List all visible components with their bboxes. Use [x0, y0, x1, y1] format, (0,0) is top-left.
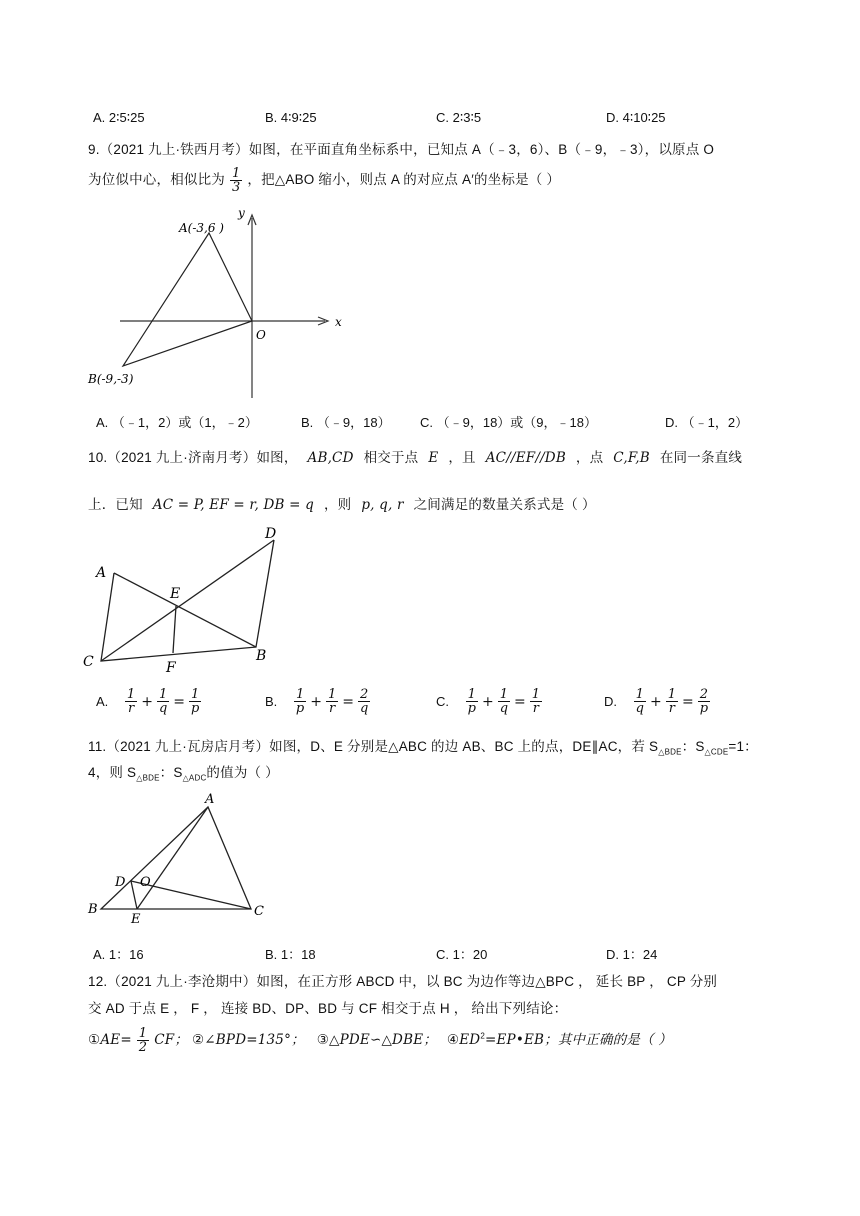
- q10-text-7: ，则: [323, 497, 352, 512]
- q11-option-c[interactable]: C. 1：20: [436, 947, 488, 962]
- q10-text-4: ，点: [575, 450, 604, 465]
- q10-math-2: E: [428, 450, 439, 466]
- q9-option-c[interactable]: C. （﹣9，18）或（9，﹣18）: [420, 415, 597, 430]
- q11-label-a: A: [205, 792, 215, 807]
- q10-label-e: E: [170, 586, 181, 602]
- q10-stem-line1: [88, 446, 742, 466]
- q12-c4-sup: 2: [480, 1031, 485, 1041]
- q10-option-c[interactable]: C. $\frac{1}{p}$ + $\frac{1}{q}$ = $\frac{1}{r}$: [436, 687, 541, 716]
- q10-stem-line2: [88, 493, 596, 513]
- q11-figure: [84, 788, 274, 923]
- q11-option-a[interactable]: A. 1：16: [93, 947, 144, 962]
- q11-stem-line1: [88, 735, 758, 757]
- q10-text-6: 上．已知: [88, 497, 143, 512]
- q10-math-5: AC = P, EF = r, DB = q: [152, 497, 315, 513]
- q9-label-o: O: [256, 328, 266, 342]
- q8-option-b[interactable]: B. 4∶9∶25: [265, 110, 317, 125]
- q12-c1-b: CF；: [154, 1032, 189, 1049]
- q12-stem-line1: 12.（2021 九上·李沧期中）如图，在正方形 ABCD 中，以 BC 为边作等边△BPC ， 延长 BP ， CP 分别: [88, 974, 718, 989]
- q9-option-d[interactable]: D. （﹣1，2）: [665, 415, 749, 430]
- q11-stem-line2: [88, 761, 279, 783]
- q11-text-5: ：S: [159, 765, 183, 780]
- q10-text-1: 10.（2021 九上·济南月考）如图，: [88, 450, 298, 465]
- q9-stem-line2: [88, 167, 560, 194]
- q12-c1-fraction: $\frac{1}{2}$: [138, 1026, 148, 1055]
- q11-sub-4: △ADC: [182, 773, 207, 783]
- q12-c3: △PDE∽△DBE；: [329, 1032, 437, 1049]
- q10-label-a: A: [96, 565, 107, 581]
- q9-option-a[interactable]: A. （﹣1，2）或（1，﹣2）: [96, 415, 258, 430]
- q10-option-d[interactable]: D. $\frac{1}{q}$ + $\frac{1}{r}$ = $\frac{2}{p}$: [604, 687, 709, 716]
- q8-option-d[interactable]: D. 4∶10∶25: [606, 110, 666, 125]
- q12-circle-4: ④: [446, 1032, 460, 1048]
- q10-option-b[interactable]: B. $\frac{1}{p}$ + $\frac{1}{r}$ = $\frac{2}{q}$: [265, 687, 369, 716]
- q10-option-a[interactable]: A. $\frac{1}{r}$ + $\frac{1}{q}$ = $\frac{1}{p}$: [96, 687, 200, 716]
- q10-figure: [80, 520, 300, 680]
- q8-option-a[interactable]: A. 2∶5∶25: [93, 110, 145, 125]
- q12-conclusions: [88, 1027, 672, 1054]
- q11-text-3: =1：: [728, 739, 758, 754]
- q12-circle-3: ③: [316, 1032, 330, 1048]
- q11-label-o: O: [140, 875, 151, 890]
- q12-circle-1: ①: [88, 1032, 101, 1048]
- q11-sub-3: △BDE: [136, 773, 160, 783]
- q11-label-c: C: [254, 904, 264, 919]
- q12-circle-2: ②: [191, 1032, 205, 1048]
- q9-option-b[interactable]: B. （﹣9，18）: [301, 415, 391, 430]
- q9-figure: [85, 203, 355, 403]
- q9-stem-line1: 9.（2021 九上·铁西月考）如图，在平面直角坐标系中，已知点 A（﹣3，6）、B（﹣9，﹣3），以原点 O: [88, 142, 715, 157]
- q9-text: 为位似中心，相似比为: [88, 172, 225, 188]
- q9-label-y: y: [238, 206, 245, 220]
- q9-text-2: ，把△ABO 缩小，则点 A 的对应点 A′的坐标是（ ）: [247, 172, 561, 188]
- q10-label-f: F: [166, 660, 176, 676]
- q9-ratio-fraction: $\frac{1}{3}$: [231, 166, 241, 195]
- q11-text-2: ：S: [681, 739, 705, 754]
- q11-option-d[interactable]: D. 1：24: [606, 947, 658, 962]
- q12-c4-a: ED: [459, 1032, 481, 1049]
- q9-label-a: A(-3,6 ): [179, 221, 224, 235]
- q12-c1-a: AE=: [100, 1032, 132, 1049]
- q10-text-5: 在同一条直线: [659, 450, 743, 465]
- q11-label-e: E: [131, 912, 141, 923]
- q10-math-1: AB,CD: [307, 450, 354, 466]
- q10-label-d: D: [265, 526, 277, 542]
- q11-label-d: D: [115, 875, 126, 890]
- q10-math-3: AC//EF//DB: [485, 450, 566, 466]
- q11-text-4: 4，则 S: [88, 765, 137, 780]
- q10-math-6: p, q, r: [361, 497, 404, 513]
- q12-c4-b: =EP•EB；其中正确的是（ ）: [484, 1032, 672, 1049]
- q11-label-b: B: [88, 902, 98, 917]
- q11-sub-2: △CDE: [704, 747, 729, 757]
- q11-text-6: 的值为（ ）: [206, 765, 279, 780]
- q10-text-2: 相交于点: [363, 450, 419, 465]
- q10-text-8: 之间满足的数量关系式是（ ）: [413, 497, 596, 512]
- q12-c2: ∠BPD=135°；: [204, 1032, 305, 1049]
- q9-label-b: B(-9,-3): [88, 372, 134, 386]
- q10-math-4: C,F,B: [613, 450, 650, 466]
- q12-stem-line2: 交 AD 于点 E ， F ， 连接 BD、DP、BD 与 CF 相交于点 H ， 给出下列结论：: [88, 1001, 568, 1016]
- q9-label-x: x: [335, 315, 342, 329]
- q10-text-3: ，且: [448, 450, 476, 465]
- q10-label-c: C: [83, 654, 94, 670]
- q11-sub-1: △BDE: [658, 747, 682, 757]
- q10-label-b: B: [256, 648, 267, 664]
- q11-text-1: 11.（2021 九上·瓦房店月考）如图，D、E 分别是△ABC 的边 AB、BC 上的点，DE∥AC，若 S: [88, 739, 659, 754]
- q8-option-c[interactable]: C. 2∶3∶5: [436, 110, 482, 125]
- q11-option-b[interactable]: B. 1：18: [265, 947, 316, 962]
